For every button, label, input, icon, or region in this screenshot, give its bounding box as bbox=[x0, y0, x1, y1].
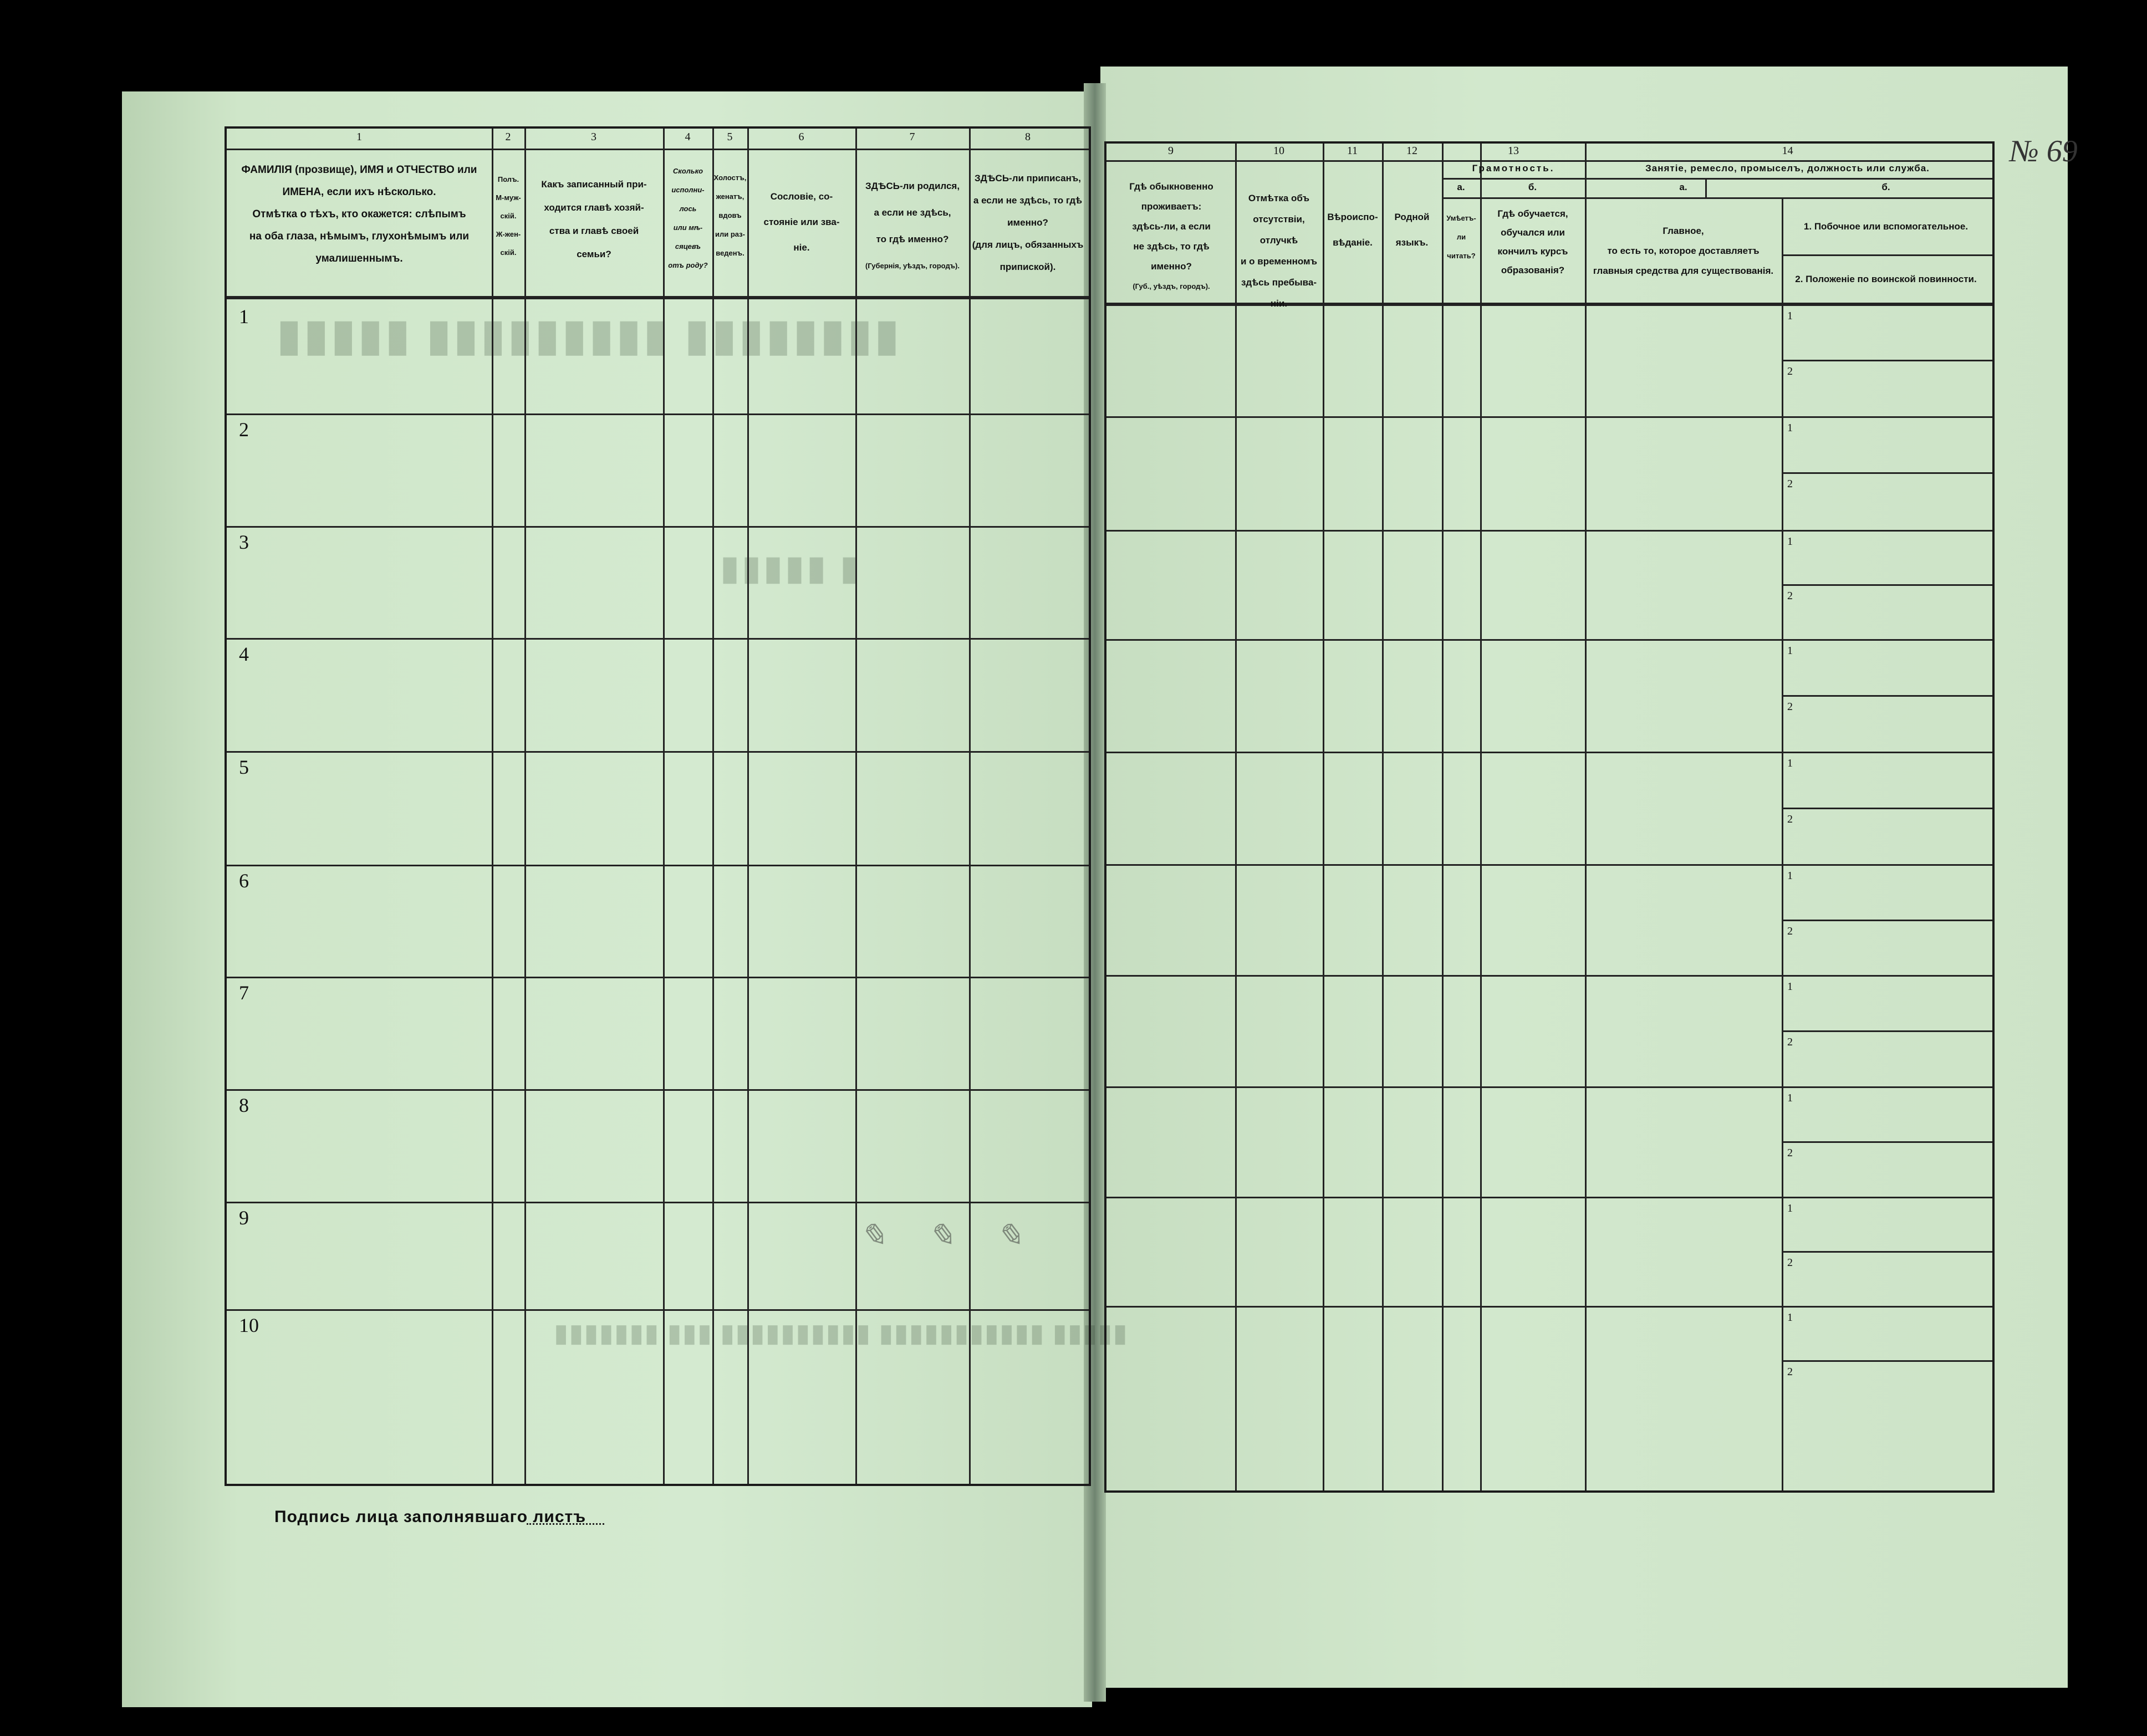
subrow-2: 2 bbox=[1787, 813, 1793, 825]
subrow-1: 1 bbox=[1787, 535, 1793, 548]
subrow-2: 2 bbox=[1787, 365, 1793, 377]
col13b-header: Гдѣ обучается, обучался или кончилъ курсъ образованія? bbox=[1497, 208, 1568, 275]
col9-header: Гдѣ обыкновенно проживаетъ: здѣсь-ли, а если не здѣсь, то гдѣ именно? (Губ., уѣздъ, городъ). bbox=[1129, 181, 1213, 290]
subrow-2: 2 bbox=[1787, 1036, 1793, 1048]
subrow-2: 2 bbox=[1787, 701, 1793, 713]
col2-header: Полъ. М-муж- скій. Ж-жен- скій. bbox=[496, 175, 521, 257]
handwritten-page-number: № 69 bbox=[2010, 134, 2078, 169]
row-number: 5 bbox=[239, 756, 249, 778]
row-number: 2 bbox=[239, 418, 249, 441]
subrow-1: 1 bbox=[1787, 1092, 1793, 1104]
subrow-1: 1 bbox=[1787, 645, 1793, 657]
col14b-header-1: 1. Побочное или вспомогательное. bbox=[1803, 221, 1968, 232]
row-number: 8 bbox=[239, 1094, 249, 1116]
col-number: 12 bbox=[1406, 145, 1417, 157]
row-number: 9 bbox=[239, 1207, 249, 1229]
col-number: 6 bbox=[798, 131, 804, 143]
left-census-table bbox=[225, 126, 1091, 1486]
col3-header: Какъ записанный при- ходится главѣ хозяй- ства и главѣ своей семьи? bbox=[541, 179, 647, 259]
subrow-1: 1 bbox=[1787, 422, 1793, 434]
subrow-2: 2 bbox=[1787, 1147, 1793, 1159]
show-through-form: ▮▮▮▮▮ ▮ bbox=[721, 550, 863, 586]
col7-header: ЗДѢСЬ-ли родился, а если не здѣсь, то гдѣ именно? (Губернія, уѣздъ, городъ). bbox=[865, 181, 960, 270]
col-number: 8 bbox=[1025, 131, 1031, 143]
col-number: 1 bbox=[356, 131, 362, 143]
row-number: 7 bbox=[239, 982, 249, 1004]
col-number: 9 bbox=[1168, 145, 1174, 157]
col13b-letter: б. bbox=[1528, 182, 1537, 192]
col13a-header: Умѣетъ- ли читать? bbox=[1446, 214, 1476, 260]
signature-label: Подпись лица заполнявшаго листъ bbox=[274, 1508, 587, 1526]
subrow-1: 1 bbox=[1787, 870, 1793, 882]
row-number: 6 bbox=[239, 870, 249, 892]
col14-title: Занятіе, ремесло, промыселъ, должность или служба. bbox=[1645, 163, 1930, 173]
col-number: 7 bbox=[909, 131, 915, 143]
show-through-rules: ▮▮▮▮▮▮▮ ▮▮▮ ▮▮▮▮▮▮▮▮▮▮ ▮▮▮▮▮▮▮▮▮▮▮ ▮▮▮▮▮ bbox=[554, 1320, 1129, 1347]
subrow-2: 2 bbox=[1787, 1257, 1793, 1269]
show-through-title: ▮▮▮▮▮ ▮▮▮▮▮▮▮▮▮ ▮▮▮▮▮▮▮▮ bbox=[277, 311, 902, 359]
signature-line bbox=[527, 1523, 604, 1525]
col-number: 4 bbox=[685, 131, 691, 143]
right-census-table bbox=[1104, 141, 1995, 1493]
col1-header: ФАМИЛІЯ (прозвище), ИМЯ и ОТЧЕСТВО или ИМЕНА, если ихъ нѣсколько. Отмѣтка о тѣхъ, кто окажется: слѣпымъ на оба глаза, нѣмымъ, глухонѣмымъ или умалишеннымъ. bbox=[241, 164, 477, 264]
col-number: 10 bbox=[1273, 145, 1284, 157]
subrow-2: 2 bbox=[1787, 1366, 1793, 1378]
col11-header: Вѣроиспо- вѣданіе. bbox=[1327, 212, 1378, 248]
col-number: 13 bbox=[1508, 145, 1519, 157]
subrow-2: 2 bbox=[1787, 590, 1793, 602]
col-number: 2 bbox=[505, 131, 511, 143]
row-number: 1 bbox=[239, 305, 249, 328]
subrow-1: 1 bbox=[1787, 1202, 1793, 1214]
col14b-header-2: 2. Положеніе по воинской повинности. bbox=[1795, 274, 1977, 284]
col14a-header: Главное, то есть то, которое доставляетъ главныя средства для существованія. bbox=[1593, 226, 1774, 276]
col-number: 3 bbox=[591, 131, 596, 143]
col14a-letter: а. bbox=[1679, 182, 1687, 192]
col14b-letter: б. bbox=[1881, 182, 1890, 192]
subrow-1: 1 bbox=[1787, 981, 1793, 993]
col-number: 5 bbox=[727, 131, 733, 143]
subrow-1: 1 bbox=[1787, 1311, 1793, 1324]
subrow-2: 2 bbox=[1787, 478, 1793, 490]
subrow-1: 1 bbox=[1787, 310, 1793, 322]
subrow-2: 2 bbox=[1787, 925, 1793, 937]
row-number: 3 bbox=[239, 531, 249, 553]
col-number: 11 bbox=[1347, 145, 1358, 157]
col13a-letter: а. bbox=[1457, 182, 1465, 192]
col6-header: Сословіе, со- стояніе или зва- ніе. bbox=[763, 191, 840, 253]
pencil-marks: ✎ ✎ ✎ bbox=[859, 1218, 1039, 1254]
col10-header: Отмѣтка объ отсутствіи, отлучкѣ и о временномъ здѣсь пребыва- ніи. bbox=[1240, 193, 1318, 309]
col8-header: ЗДѢСЬ-ли приписанъ, а если не здѣсь, то гдѣ именно? (для лицъ, обязанныхъ припиской). bbox=[972, 173, 1084, 272]
col4-header: Сколько исполни- лось или мѣ- сяцевъ отъ роду? bbox=[668, 167, 708, 269]
row-number: 4 bbox=[239, 643, 249, 665]
col13-title: Грамотность. bbox=[1472, 163, 1555, 173]
col-number: 14 bbox=[1782, 145, 1793, 157]
col5-header: Холостъ, женатъ, вдовъ или раз- веденъ. bbox=[713, 173, 747, 257]
subrow-1: 1 bbox=[1787, 757, 1793, 769]
col12-header: Родной языкъ. bbox=[1394, 212, 1430, 248]
row-number: 10 bbox=[239, 1314, 259, 1336]
